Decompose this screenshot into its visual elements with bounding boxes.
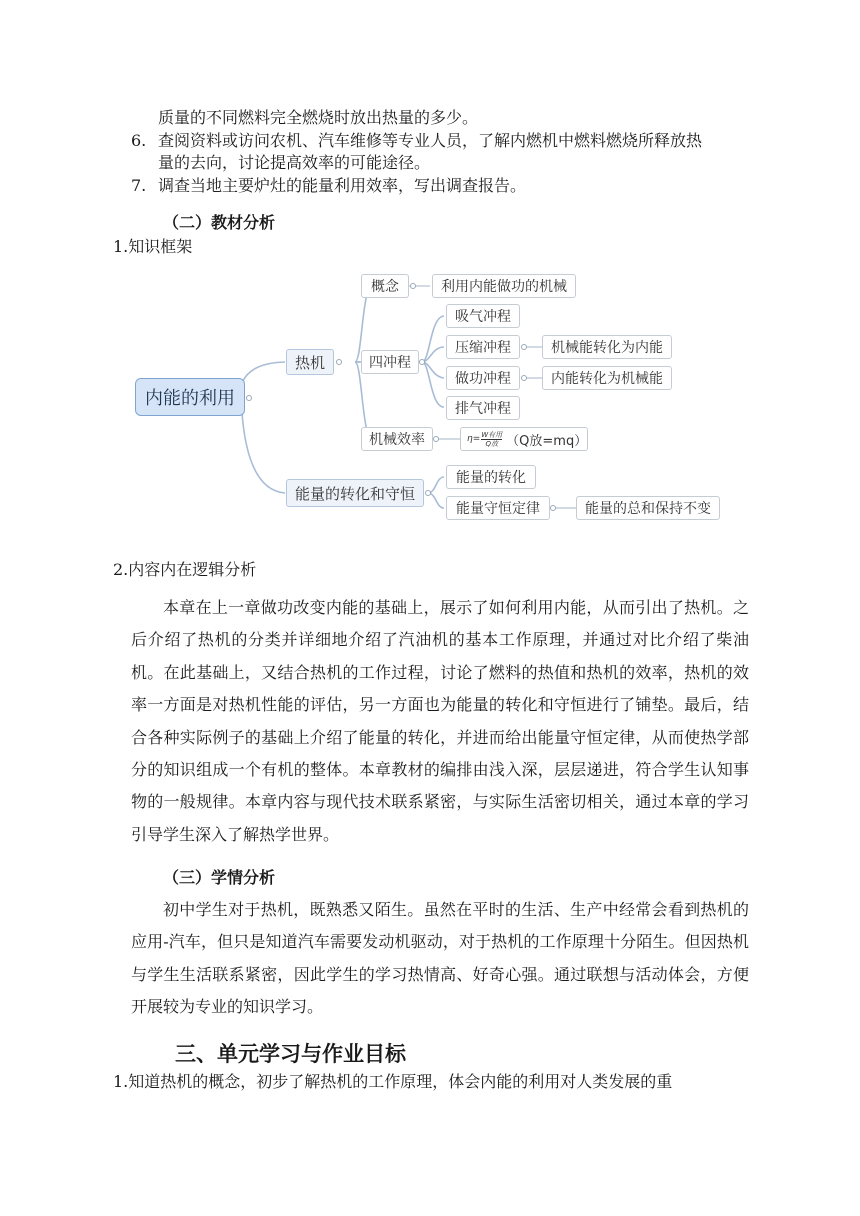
- list-item-6-line1: 查阅资料或访问农机、汽车维修等专业人员，了解内燃机中燃料燃烧所释放热: [158, 131, 703, 150]
- node-four-stroke: 四冲程: [361, 350, 419, 374]
- collapse-dot-icon: [550, 505, 556, 511]
- formula-fraction: [481, 431, 502, 448]
- node-conservation-desc: 能量的总和保持不变: [576, 496, 720, 520]
- formula-numerator: W有用: [481, 430, 503, 439]
- collapse-dot-icon: [521, 375, 527, 381]
- node-efficiency: 机械效率: [361, 427, 433, 451]
- knowledge-mindmap: [130, 265, 730, 527]
- node-efficiency-formula: [460, 427, 588, 451]
- list-item-6-line2: 量的去向，讨论提高效率的可能途径。: [158, 153, 431, 172]
- list-item-7: 调查当地主要炉灶的能量利用效率，写出调查报告。: [158, 176, 527, 195]
- node-energy-conservation: 能量的转化和守恒: [286, 479, 424, 507]
- paragraph-student-analysis: 初中学生对于热机，既熟悉又陌生。虽然在平时的生活、生产中经常会看到热机的应用-汽车，但只是知道汽车需要发动机驱动，对于热机的工作原理十分陌生。但因热机与学生生活联系紧密，因此学生的学习热情高、好奇心强。通过联想与活动体会，方便开展较为专业的知识学习。: [131, 900, 749, 1017]
- formula-eta: η=: [467, 434, 481, 444]
- subheading-knowledge-framework: 1.知识框架: [113, 237, 193, 256]
- collapse-dot-icon: [425, 490, 431, 496]
- mindmap-root-node: 内能的利用: [135, 378, 245, 416]
- node-heat-engine: 热机: [286, 349, 334, 375]
- list-number-6: 6.: [131, 131, 147, 150]
- node-concept-desc: 利用内能做功的机械: [432, 274, 576, 298]
- section-heading-student-analysis: （三）学情分析: [163, 868, 276, 887]
- node-compression-desc: 机械能转化为内能: [542, 335, 672, 359]
- section-heading-textbook-analysis: （二）教材分析: [163, 213, 276, 232]
- node-compression-stroke: 压缩冲程: [446, 335, 520, 359]
- list-number-7: 7.: [131, 176, 147, 195]
- node-energy-conversion: 能量的转化: [446, 465, 536, 489]
- collapse-dot-icon: [419, 359, 425, 365]
- node-concept: 概念: [361, 274, 409, 298]
- node-exhaust-stroke: 排气冲程: [446, 396, 520, 420]
- collapse-dot-icon: [410, 283, 416, 289]
- chapter-heading-objectives: 三、单元学习与作业目标: [175, 1042, 406, 1066]
- objective-line-1: 1.知道热机的概念，初步了解热机的工作原理，体会内能的利用对人类发展的重: [113, 1072, 673, 1091]
- formula-denominator: Q放: [485, 439, 498, 448]
- node-intake-stroke: 吸气冲程: [446, 304, 520, 328]
- collapse-dot-icon: [246, 395, 252, 401]
- collapse-dot-icon: [336, 359, 342, 365]
- collapse-dot-icon: [433, 436, 439, 442]
- formula-heat-expression: （Q放=mq）: [506, 433, 588, 449]
- paragraph-logic-analysis: 本章在上一章做功改变内能的基础上，展示了如何利用内能，从而引出了热机。之后介绍了热机的分类并详细地介绍了汽油机的基本工作原理，并通过对比介绍了柴油机。在此基础上，又结合热机的工作过程，讨论了燃料的热值和热机的效率，热机的效率一方面是对热机性能的评估，另一方面也为能量的转化和守恒进行了铺垫。最后，结合各种实际例子的基础上介绍了能量的转化，并进而给出能量守恒定律，从而使热学部分的知识组成一个有机的整体。本章教材的编排由浅入深，层层递进，符合学生认知事物的一般规律。本章内容与现代技术联系紧密，与实际生活密切相关，通过本章的学习引导学生深入了解热学世界。: [131, 598, 749, 844]
- collapse-dot-icon: [521, 344, 527, 350]
- node-conservation-law: 能量守恒定律: [446, 496, 550, 520]
- subheading-logic-analysis: 2.内容内在逻辑分析: [113, 560, 257, 579]
- node-power-stroke: 做功冲程: [446, 366, 520, 390]
- list-continuation-line: 质量的不同燃料完全燃烧时放出热量的多少。: [158, 108, 479, 127]
- node-power-desc: 内能转化为机械能: [542, 366, 672, 390]
